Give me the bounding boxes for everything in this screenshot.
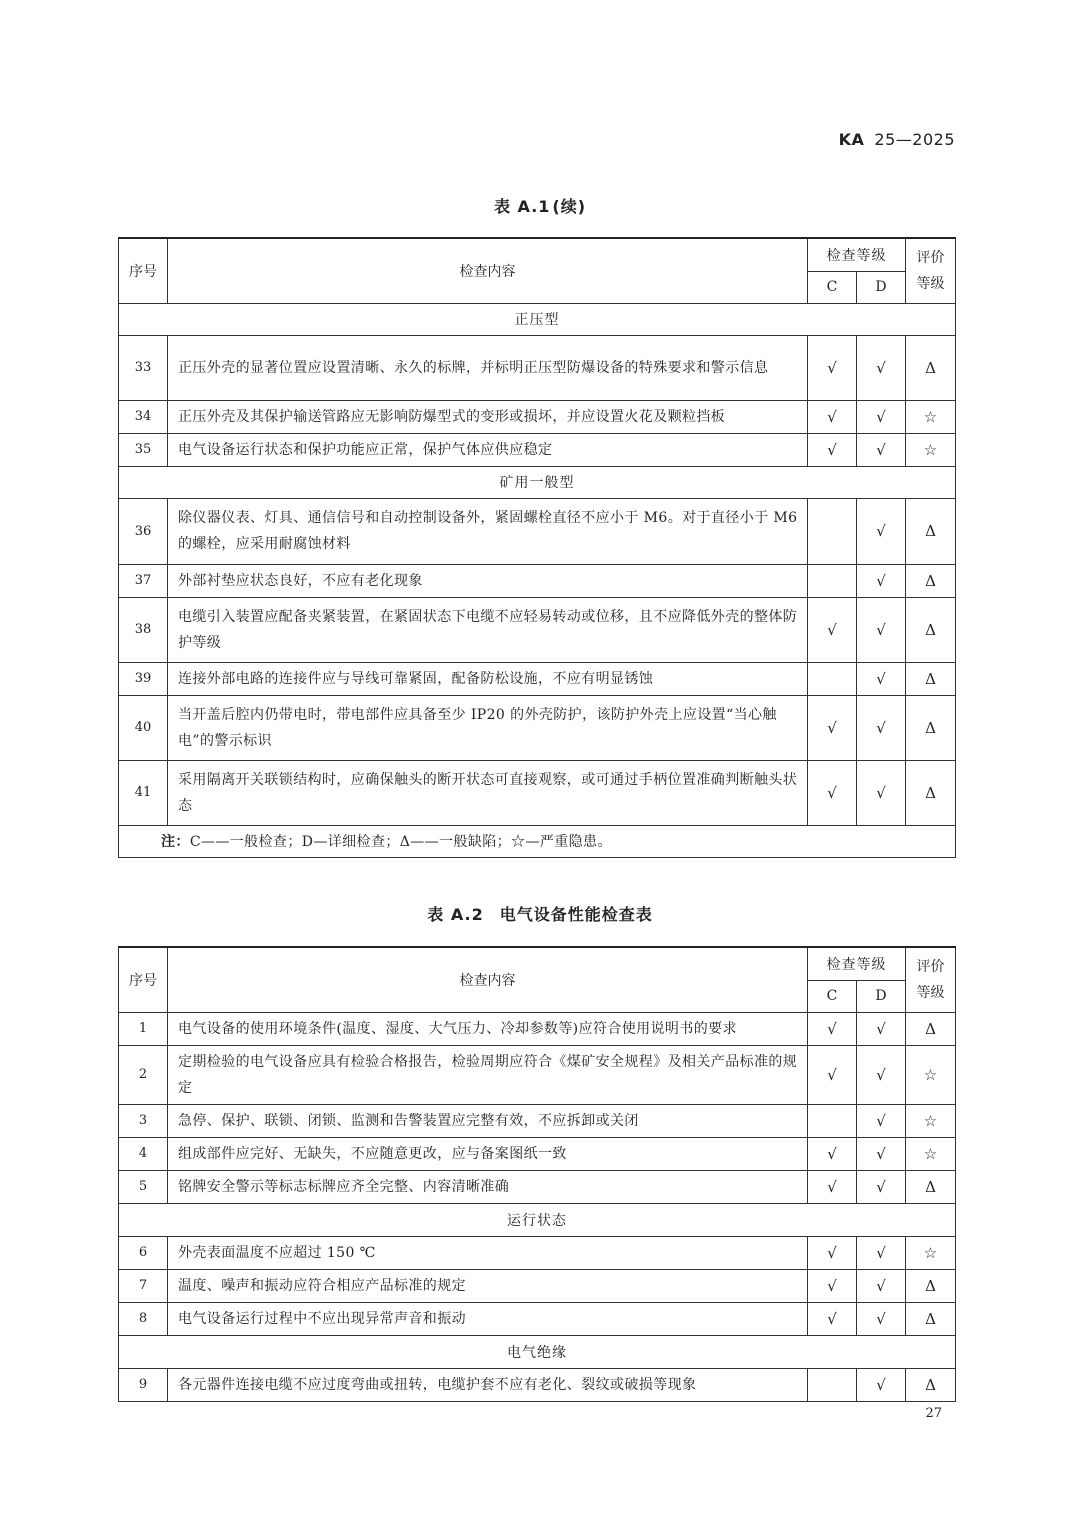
table-row [119, 1104, 956, 1137]
header-eval [906, 238, 956, 303]
row-no: 41 [119, 760, 168, 825]
row-d-mark: √ [857, 597, 906, 662]
row-c-mark: √ [808, 1170, 857, 1203]
table-row [119, 597, 956, 662]
row-eval-mark: Δ [906, 1302, 956, 1335]
table-row [119, 662, 956, 695]
row-content: 急停、保护、联锁、闭锁、监测和告警装置应完整有效，不应拆卸或关闭 [168, 1104, 808, 1137]
row-d-mark: √ [857, 1012, 906, 1045]
row-c-mark: √ [808, 1045, 857, 1104]
row-d-mark: √ [857, 400, 906, 433]
row-eval-mark: Δ [906, 1012, 956, 1045]
row-content: 外壳表面温度不应超过 150 ℃ [168, 1236, 808, 1269]
header-c: C [808, 271, 857, 303]
header-check-level: 检查等级 [808, 947, 906, 980]
row-c-mark: √ [808, 695, 857, 760]
table1-caption-suffix: (续) [552, 197, 587, 216]
note-label: 注： [161, 834, 190, 850]
table-a1 [118, 237, 956, 858]
row-eval-mark: Δ [906, 695, 956, 760]
row-no: 7 [119, 1269, 168, 1302]
row-no: 37 [119, 564, 168, 597]
table1-caption [0, 194, 1080, 217]
row-no: 38 [119, 597, 168, 662]
row-c-mark: √ [808, 1137, 857, 1170]
row-content: 正压外壳的显著位置应设置清晰、永久的标牌，并标明正压型防爆设备的特殊要求和警示信息 [168, 335, 808, 400]
row-no: 5 [119, 1170, 168, 1203]
row-no: 6 [119, 1236, 168, 1269]
row-d-mark: √ [857, 662, 906, 695]
header-content: 检查内容 [168, 238, 808, 303]
table2-caption-title: 电气设备性能检查表 [499, 905, 653, 924]
row-content: 铭牌安全警示等标志标牌应齐全完整、内容清晰准确 [168, 1170, 808, 1203]
page-number: 27 [925, 1406, 942, 1421]
row-content: 正压外壳及其保护输送管路应无影响防爆型式的变形或损坏，并应设置火花及颗粒挡板 [168, 400, 808, 433]
row-eval-mark: ☆ [906, 1104, 956, 1137]
section-title: 电气绝缘 [119, 1335, 956, 1368]
header-c: C [808, 980, 857, 1012]
table-row [119, 433, 956, 466]
row-content: 采用隔离开关联锁结构时，应确保触头的断开状态可直接观察，或可通过手柄位置准确判断触头状态 [168, 760, 808, 825]
header-d: D [857, 271, 906, 303]
row-eval-mark: Δ [906, 597, 956, 662]
row-d-mark: √ [857, 760, 906, 825]
row-d-mark: √ [857, 498, 906, 564]
table-row [119, 1236, 956, 1269]
note-text: C——一般检查；D—详细检查；Δ——一般缺陷；☆—严重隐患。 [189, 834, 612, 850]
row-c-mark: √ [808, 1269, 857, 1302]
table-row [119, 1170, 956, 1203]
table-row [119, 1269, 956, 1302]
header-content: 检查内容 [168, 947, 808, 1012]
row-content: 电气设备的使用环境条件(温度、湿度、大气压力、冷却参数等)应符合使用说明书的要求 [168, 1012, 808, 1045]
row-content: 定期检验的电气设备应具有检验合格报告，检验周期应符合《煤矿安全规程》及相关产品标准的规定 [168, 1045, 808, 1104]
header-eval-line1: 评价 [916, 249, 945, 266]
row-c-mark [808, 1104, 857, 1137]
row-eval-mark: ☆ [906, 1236, 956, 1269]
row-d-mark: √ [857, 695, 906, 760]
row-d-mark: √ [857, 433, 906, 466]
row-d-mark: √ [857, 335, 906, 400]
table-row [119, 498, 956, 564]
standard-code: 25—2025 [874, 130, 955, 149]
row-d-mark: √ [857, 564, 906, 597]
table2-caption-label: 表 A.2 [427, 905, 484, 924]
row-c-mark [808, 1368, 857, 1401]
row-d-mark: √ [857, 1045, 906, 1104]
row-eval-mark: Δ [906, 1368, 956, 1401]
row-eval-mark: ☆ [906, 400, 956, 433]
row-eval-mark: ☆ [906, 433, 956, 466]
section-title: 运行状态 [119, 1203, 956, 1236]
table-note [119, 825, 956, 857]
row-eval-mark: Δ [906, 662, 956, 695]
row-d-mark: √ [857, 1170, 906, 1203]
row-no: 1 [119, 1012, 168, 1045]
row-content: 电缆引入装置应配备夹紧装置，在紧固状态下电缆不应轻易转动或位移，且不应降低外壳的整体防护等级 [168, 597, 808, 662]
table-row [119, 335, 956, 400]
row-c-mark: √ [808, 400, 857, 433]
row-no: 4 [119, 1137, 168, 1170]
header-check-level: 检查等级 [808, 238, 906, 271]
row-c-mark [808, 564, 857, 597]
row-d-mark: √ [857, 1368, 906, 1401]
row-content: 电气设备运行过程中不应出现异常声音和振动 [168, 1302, 808, 1335]
standard-prefix: KA [838, 130, 865, 149]
table-row [119, 1045, 956, 1104]
table-row [119, 1368, 956, 1401]
table-row [119, 695, 956, 760]
row-content: 外部衬垫应状态良好，不应有老化现象 [168, 564, 808, 597]
table2-caption [0, 902, 1080, 925]
section-title: 正压型 [119, 303, 956, 335]
standard-number [839, 130, 955, 149]
row-no: 2 [119, 1045, 168, 1104]
row-content: 除仪器仪表、灯具、通信信号和自动控制设备外，紧固螺栓直径不应小于 M6。对于直径小于 M6 的螺栓，应采用耐腐蚀材料 [168, 498, 808, 564]
row-c-mark: √ [808, 1012, 857, 1045]
row-content: 当开盖后腔内仍带电时，带电部件应具备至少 IP20 的外壳防护，该防护外壳上应设置“当心触电”的警示标识 [168, 695, 808, 760]
section-title: 矿用一般型 [119, 466, 956, 498]
row-c-mark: √ [808, 335, 857, 400]
header-d: D [857, 980, 906, 1012]
header-eval-line2: 等级 [916, 275, 945, 292]
row-c-mark: √ [808, 597, 857, 662]
row-no: 34 [119, 400, 168, 433]
row-eval-mark: Δ [906, 564, 956, 597]
header-eval [906, 947, 956, 1012]
row-eval-mark: ☆ [906, 1137, 956, 1170]
row-no: 40 [119, 695, 168, 760]
row-c-mark [808, 662, 857, 695]
row-d-mark: √ [857, 1137, 906, 1170]
table-row [119, 400, 956, 433]
row-eval-mark: Δ [906, 760, 956, 825]
row-c-mark: √ [808, 1236, 857, 1269]
row-content: 电气设备运行状态和保护功能应正常，保护气体应供应稳定 [168, 433, 808, 466]
header-eval-line1: 评价 [916, 958, 945, 975]
row-no: 35 [119, 433, 168, 466]
table1-caption-label: 表 A.1 [493, 197, 551, 216]
table-row [119, 1302, 956, 1335]
row-content: 温度、噪声和振动应符合相应产品标准的规定 [168, 1269, 808, 1302]
row-no: 33 [119, 335, 168, 400]
row-no: 36 [119, 498, 168, 564]
row-d-mark: √ [857, 1269, 906, 1302]
row-eval-mark: Δ [906, 1170, 956, 1203]
header-no: 序号 [119, 238, 168, 303]
row-c-mark: √ [808, 433, 857, 466]
table-a2 [118, 946, 956, 1402]
row-eval-mark: ☆ [906, 1045, 956, 1104]
table-row [119, 1137, 956, 1170]
header-eval-line2: 等级 [916, 984, 945, 1001]
row-d-mark: √ [857, 1104, 906, 1137]
row-d-mark: √ [857, 1302, 906, 1335]
row-no: 39 [119, 662, 168, 695]
row-c-mark [808, 498, 857, 564]
row-d-mark: √ [857, 1236, 906, 1269]
row-no: 3 [119, 1104, 168, 1137]
row-no: 8 [119, 1302, 168, 1335]
row-eval-mark: Δ [906, 335, 956, 400]
row-c-mark: √ [808, 760, 857, 825]
row-eval-mark: Δ [906, 1269, 956, 1302]
table-row [119, 1012, 956, 1045]
row-no: 9 [119, 1368, 168, 1401]
row-c-mark: √ [808, 1302, 857, 1335]
row-content: 各元器件连接电缆不应过度弯曲或扭转，电缆护套不应有老化、裂纹或破损等现象 [168, 1368, 808, 1401]
table-row [119, 760, 956, 825]
row-eval-mark: Δ [906, 498, 956, 564]
table-row [119, 564, 956, 597]
row-content: 连接外部电路的连接件应与导线可靠紧固，配备防松设施，不应有明显锈蚀 [168, 662, 808, 695]
row-content: 组成部件应完好、无缺失，不应随意更改，应与备案图纸一致 [168, 1137, 808, 1170]
header-no: 序号 [119, 947, 168, 1012]
